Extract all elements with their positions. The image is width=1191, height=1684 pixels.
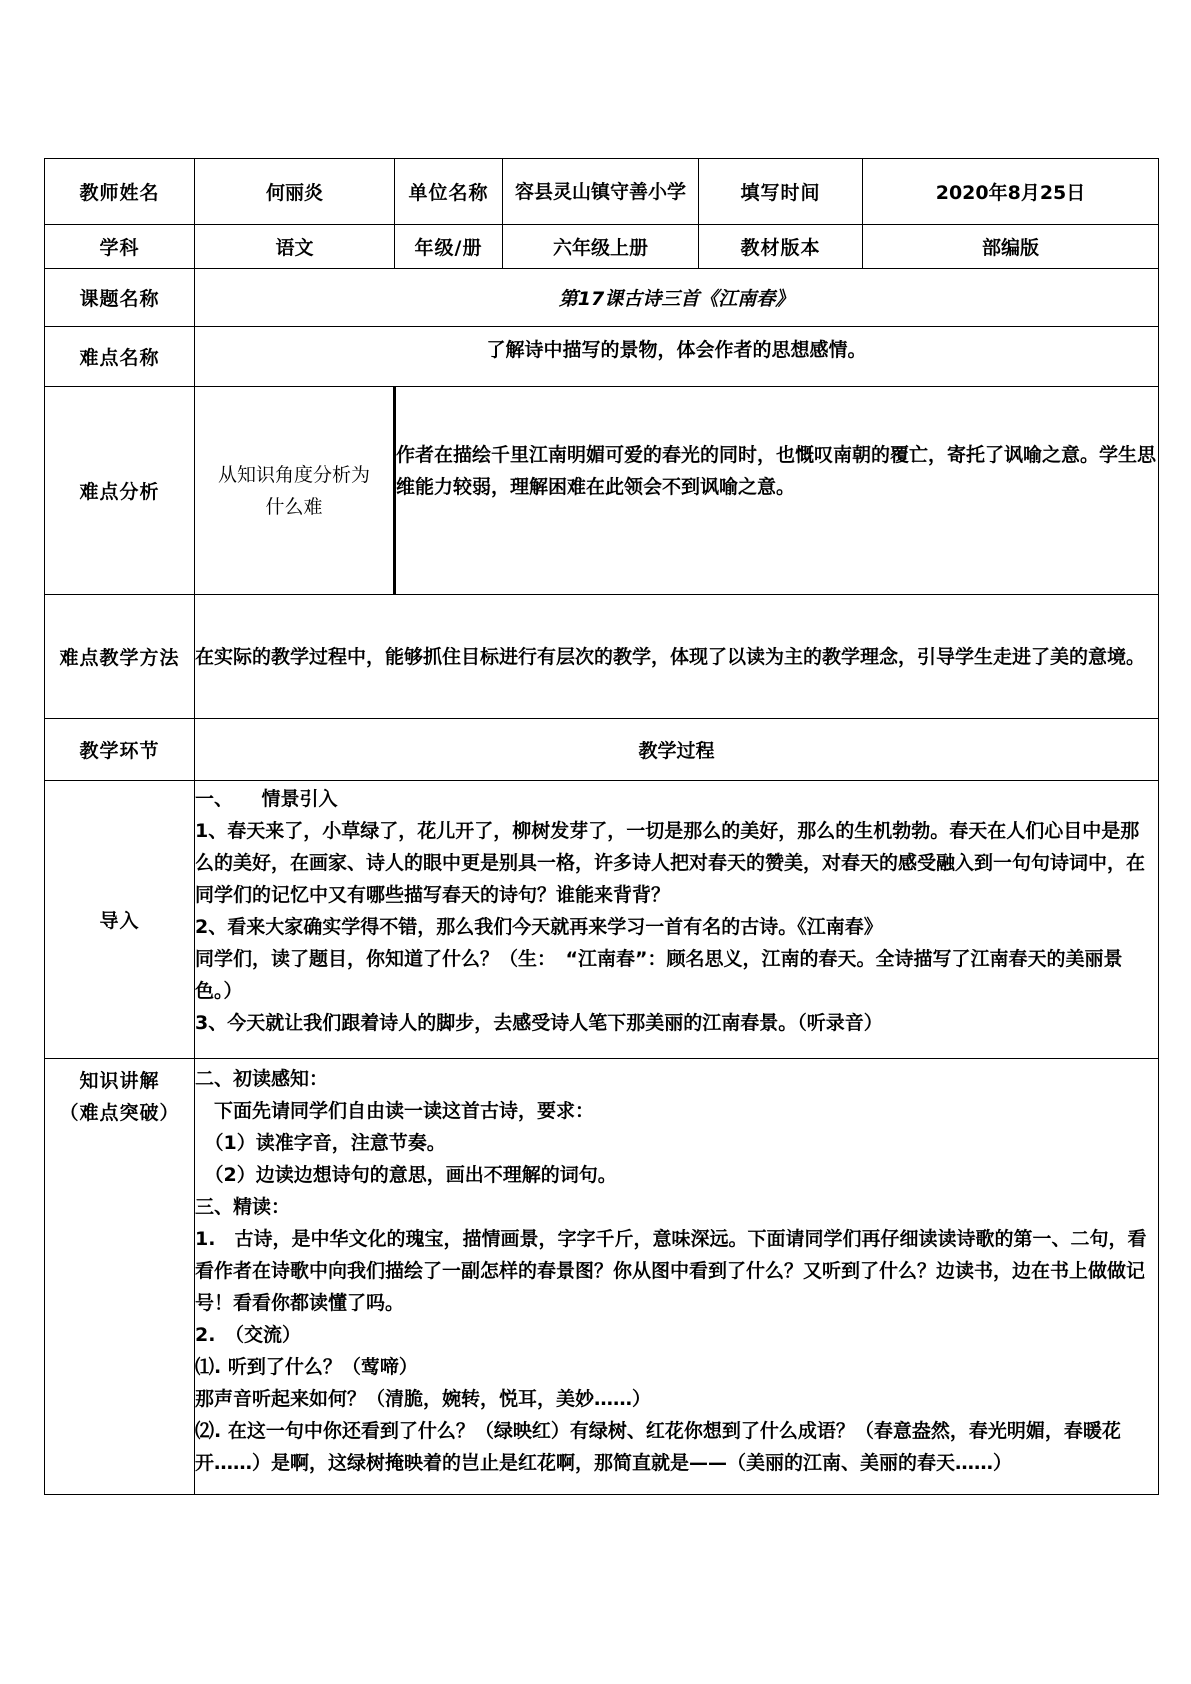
- knowledge-content: [195, 1059, 1159, 1495]
- lesson-row: [45, 269, 1159, 327]
- difficulty-label: 难点名称: [45, 327, 195, 387]
- knowledge-line: 三、精读：: [195, 1196, 291, 1218]
- process-header-row: [45, 719, 1159, 781]
- teacher-value: 何丽炎: [195, 159, 395, 225]
- header-row-2: [45, 225, 1159, 269]
- difficulty-value: 了解诗中描写的景物，体会作者的思想感情。: [195, 327, 1159, 387]
- edition-label: 教材版本: [699, 225, 863, 269]
- unit-value: 容县灵山镇守善小学: [503, 159, 699, 225]
- knowledge-label: [45, 1059, 195, 1495]
- knowledge-line: （2）边读边想诗句的意思，画出不理解的词句。: [195, 1164, 617, 1186]
- knowledge-label-line2: （难点突破）: [59, 1102, 180, 1124]
- knowledge-line: （1）读准字音，注意节奏。: [195, 1132, 446, 1154]
- difficulty-row: [45, 327, 1159, 387]
- analysis-label: 难点分析: [45, 387, 195, 595]
- teacher-label: 教师姓名: [45, 159, 195, 225]
- intro-line: 3、今天就让我们跟着诗人的脚步，去感受诗人笔下那美丽的江南春景。（听录音）: [195, 1012, 883, 1034]
- lesson-plan-table: [44, 158, 1159, 1495]
- knowledge-line: 下面先请同学们自由读一读这首古诗，要求：: [195, 1100, 595, 1122]
- knowledge-line: 1. 古诗，是中华文化的瑰宝，描情画景，字字千斤，意味深远。下面请同学们再仔细读读诗歌的第一、二句，看看作者在诗歌中向我们描绘了一副怎样的春景图？你从图中看到了什么？又听到了什么？边读书，边在书上做做记号！看看你都读懂了吗。: [195, 1228, 1147, 1314]
- grade-label: 年级/册: [395, 225, 503, 269]
- knowledge-row: [45, 1059, 1159, 1495]
- knowledge-line: ⑵. 在这一句中你还看到了什么？（绿映红）有绿树、红花你想到了什么成语？（春意盎然，春光明媚，春暖花开……）是啊，这绿树掩映着的岂止是红花啊，那简直就是——（美丽的江南、美丽的春天……）: [195, 1420, 1121, 1474]
- stage-label: 教学环节: [45, 719, 195, 781]
- lesson-plan-form: [44, 158, 1158, 1495]
- lesson-title: 第17课古诗三首《江南春》: [195, 269, 1159, 327]
- lesson-label: 课题名称: [45, 269, 195, 327]
- intro-line: 一、 情景引入: [195, 788, 338, 810]
- intro-label: 导入: [45, 781, 195, 1059]
- method-row: [45, 595, 1159, 719]
- knowledge-line: 二、初读感知：: [195, 1068, 329, 1090]
- analysis-row: [45, 387, 1159, 595]
- method-text: 在实际的教学过程中，能够抓住目标进行有层次的教学，体现了以读为主的教学理念，引导学生走进了美的意境。: [195, 595, 1159, 719]
- subject-value: 语文: [195, 225, 395, 269]
- process-label: 教学过程: [195, 719, 1159, 781]
- knowledge-label-line1: 知识讲解: [79, 1070, 160, 1092]
- subject-label: 学科: [45, 225, 195, 269]
- analysis-text: 作者在描绘千里江南明媚可爱的春光的同时，也慨叹南朝的覆亡，寄托了讽喻之意。学生思维能力较弱，理解困难在此领会不到讽喻之意。: [395, 387, 1159, 595]
- grade-value: 六年级上册: [503, 225, 699, 269]
- unit-label: 单位名称: [395, 159, 503, 225]
- intro-row: [45, 781, 1159, 1059]
- date-label: 填写时间: [699, 159, 863, 225]
- knowledge-line: 2. （交流）: [195, 1324, 301, 1346]
- date-value: 2020年8月25日: [863, 159, 1159, 225]
- intro-content: [195, 781, 1159, 1059]
- intro-line: 2、看来大家确实学得不错，那么我们今天就再来学习一首有名的古诗。《江南春》: [195, 916, 883, 938]
- intro-line: 同学们，读了题目，你知道了什么？（生： “江南春”：顾名思义，江南的春天。全诗描写了江南春天的美丽景色。）: [195, 948, 1123, 1002]
- knowledge-line: ⑴. 听到了什么？（莺啼）: [195, 1356, 418, 1378]
- intro-line: 1、春天来了，小草绿了，花儿开了，柳树发芽了，一切是那么的美好，那么的生机勃勃。春天在人们心目中是那么的美好，在画家、诗人的眼中更是别具一格，许多诗人把对春天的赞美，对春天的感受融入到一句句诗词中，在同学们的记忆中又有哪些描写春天的诗句？谁能来背背？: [195, 820, 1146, 906]
- method-label: 难点教学方法: [45, 595, 195, 719]
- knowledge-line: 那声音听起来如何？（清脆，婉转，悦耳，美妙……）: [195, 1388, 652, 1410]
- header-row-1: [45, 159, 1159, 225]
- edition-value: 部编版: [863, 225, 1159, 269]
- analysis-sub-label: 从知识角度分析为什么难: [195, 387, 395, 595]
